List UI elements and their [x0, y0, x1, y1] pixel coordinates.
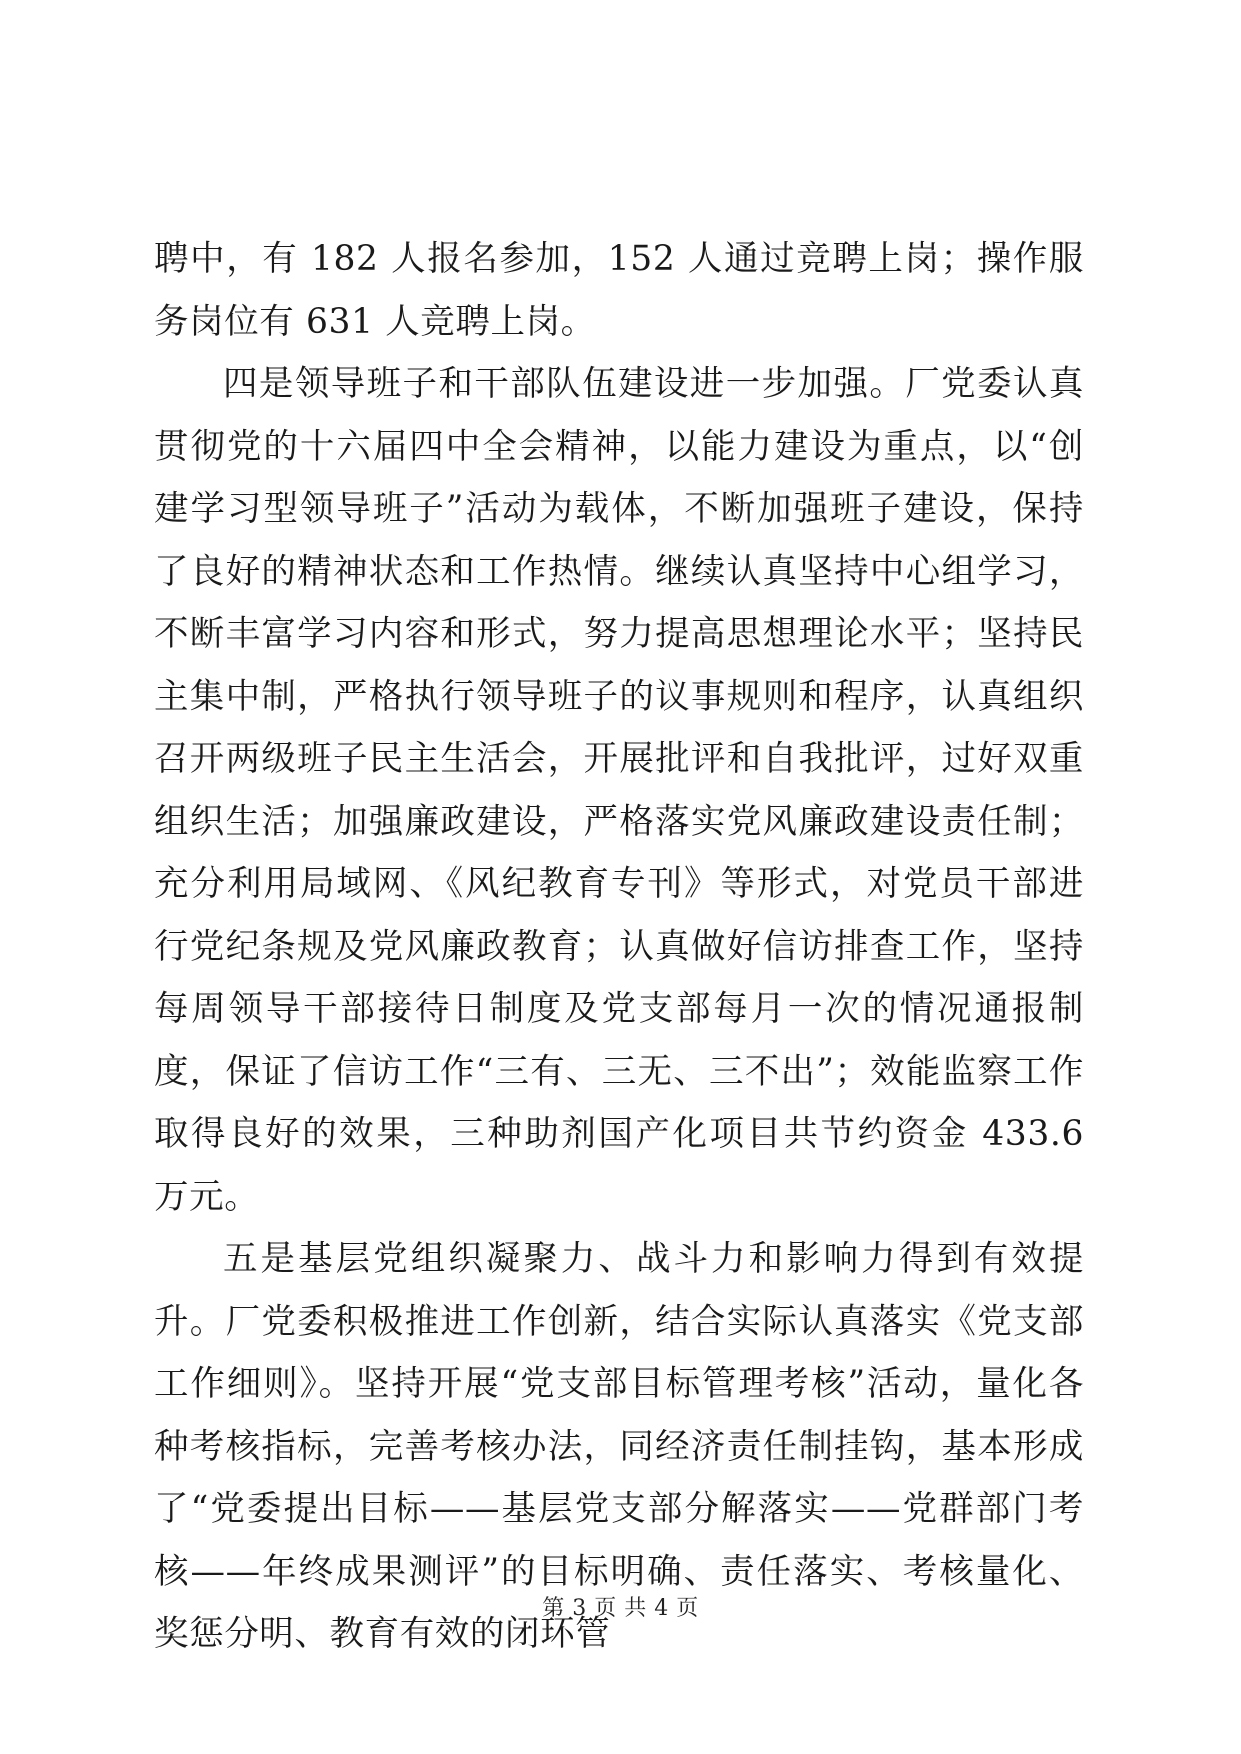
paragraph-grassroots: 五是基层党组织凝聚力、战斗力和影响力得到有效提升。厂党委积极推进工作创新，结合实际认真落实《党支部工作细则》。坚持开展“党支部目标管理考核”活动，量化各种考核指标，完善考核办法，同经济责任制挂钩，基本形成了“党委提出目标——基层党支部分解落实——党群部门考核——年终成果测评”的目标明确、责任落实、考核量化、奖惩分明、教育有效的闭环管: [154, 1239, 1084, 1654]
document-body: [154, 228, 1084, 1666]
paragraph-leadership: 四是领导班子和干部队伍建设进一步加强。厂党委认真贯彻党的十六届四中全会精神，以能力建设为重点，以“创建学习型领导班子”活动为载体，不断加强班子建设，保持了良好的精神状态和工作热情。继续认真坚持中心组学习，不断丰富学习内容和形式，努力提高思想理论水平；坚持民主集中制，严格执行领导班子的议事规则和程序，认真组织召开两级班子民主生活会，开展批评和自我批评，过好双重组织生活；加强廉政建设，严格落实党风廉政建设责任制；充分利用局域网、《风纪教育专刊》等形式，对党员干部进行党纪条规及党风廉政教育；认真做好信访排查工作，坚持每周领导干部接待日制度及党支部每月一次的情况通报制度，保证了信访工作“三有、三无、三不出”；效能监察工作取得良好的效果，三种助剂国产化项目共节约资金 433.6 万元。: [154, 364, 1084, 1217]
page-number-footer: 第 3 页 共 4 页: [542, 1596, 699, 1621]
paragraph-continuation: 聘中，有 182 人报名参加，152 人通过竞聘上岗；操作服务岗位有 631 人竞聘上岗。: [154, 239, 1084, 342]
